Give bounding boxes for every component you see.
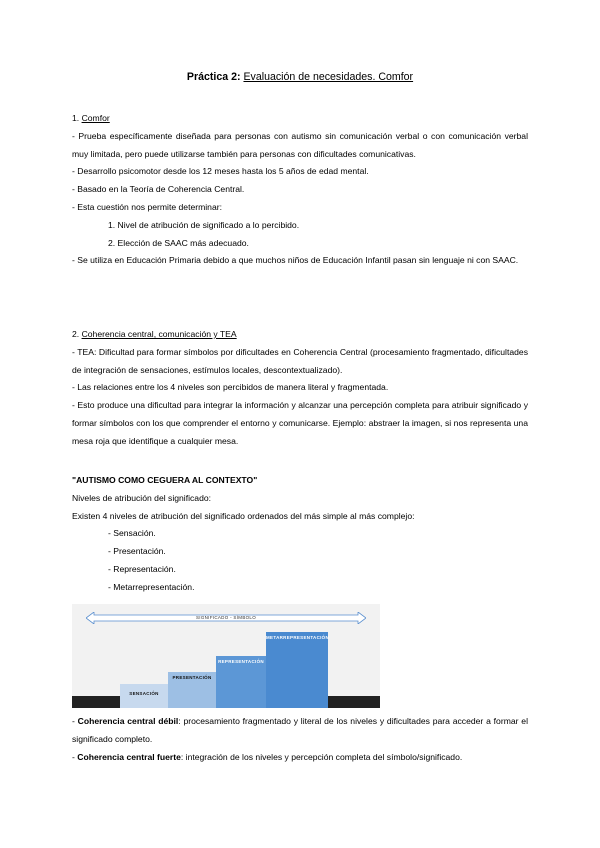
paragraph: - Coherencia central fuerte: integración de los niveles y percepción completa del símbolo/significado. <box>72 751 463 762</box>
step-metarrepresentacion: METARREPRESENTACIÓN <box>266 632 328 708</box>
section-ceguera <box>72 472 528 597</box>
step-representacion: REPRESENTACIÓN <box>216 656 266 708</box>
paragraph: - Las relaciones entre los 4 niveles son percibidos de manera literal y fragmentada. <box>72 382 389 393</box>
paragraph: - Se utiliza en Educación Primaria debido a que muchos niños de Educación Infantil pasan sin lenguaje ni con SAAC. <box>72 255 519 266</box>
section-comfor <box>72 110 528 270</box>
paragraph: - Prueba específicamente diseñada para personas con autismo sin comunicación verbal o con comunicación verbal muy limitada, pero puede utilizarse también para personas con dificultades comunicativas. <box>72 130 528 159</box>
arrow-label: SIGNIFICADO - SÍMBOLO <box>195 615 257 620</box>
level-item: - Metarrepresentación. <box>108 581 195 592</box>
paragraph: - Esta cuestión nos permite determinar: <box>72 201 222 212</box>
section-heading: 2. Coherencia central, comunicación y TEA <box>72 329 237 339</box>
levels-diagram <box>72 604 380 708</box>
title-prefix: Práctica 2: <box>186 71 241 83</box>
numbered-item: 2. Elección de SAAC más adecuado. <box>108 237 249 248</box>
step-presentacion: PRESENTACIÓN <box>168 672 216 708</box>
paragraph: - TEA: Dificultad para formar símbolos por dificultades en Coherencia Central (procesamiento fragmentado, dificultades de integración de sensaciones, estímulos locales, descontextualizado). <box>72 346 528 375</box>
level-item: - Presentación. <box>108 546 166 557</box>
numbered-item: 1. Nivel de atribución de significado a lo percibido. <box>108 219 300 230</box>
section-coherencia <box>72 326 528 451</box>
paragraph: Niveles de atribución del significado: <box>72 492 212 503</box>
paragraph: - Esto produce una dificultad para integrar la información y alcanzar una percepción completa para atribuir significado y formar símbolos con los que comprender el entorno y comunicarse. Ejemplo: abstraer la imagen, si nos representa una mesa roja que identifique a cualquier mesa. <box>72 400 528 446</box>
paragraph: - Desarrollo psicomotor desde los 12 meses hasta los 5 años de edad mental. <box>72 166 369 177</box>
section-coherencia-tipos <box>72 713 528 766</box>
paragraph: Existen 4 niveles de atribución del significado ordenados del más simple al más complejo: <box>72 510 415 521</box>
section-heading: 1. Comfor <box>72 113 110 123</box>
paragraph: - Coherencia central débil: procesamiento fragmentado y literal de los niveles y dificultades para acceder a formar el significado completo. <box>72 716 528 744</box>
paragraph: - Basado en la Teoría de Coherencia Central. <box>72 184 245 195</box>
section-heading: "AUTISMO COMO CEGUERA AL CONTEXTO" <box>72 475 258 485</box>
level-item: - Representación. <box>108 563 176 574</box>
level-item: - Sensación. <box>108 528 156 539</box>
title-underlined: Evaluación de necesidades. Comfor <box>243 71 414 83</box>
page-title <box>0 69 600 87</box>
step-sensacion: SENSACIÓN <box>120 684 168 708</box>
